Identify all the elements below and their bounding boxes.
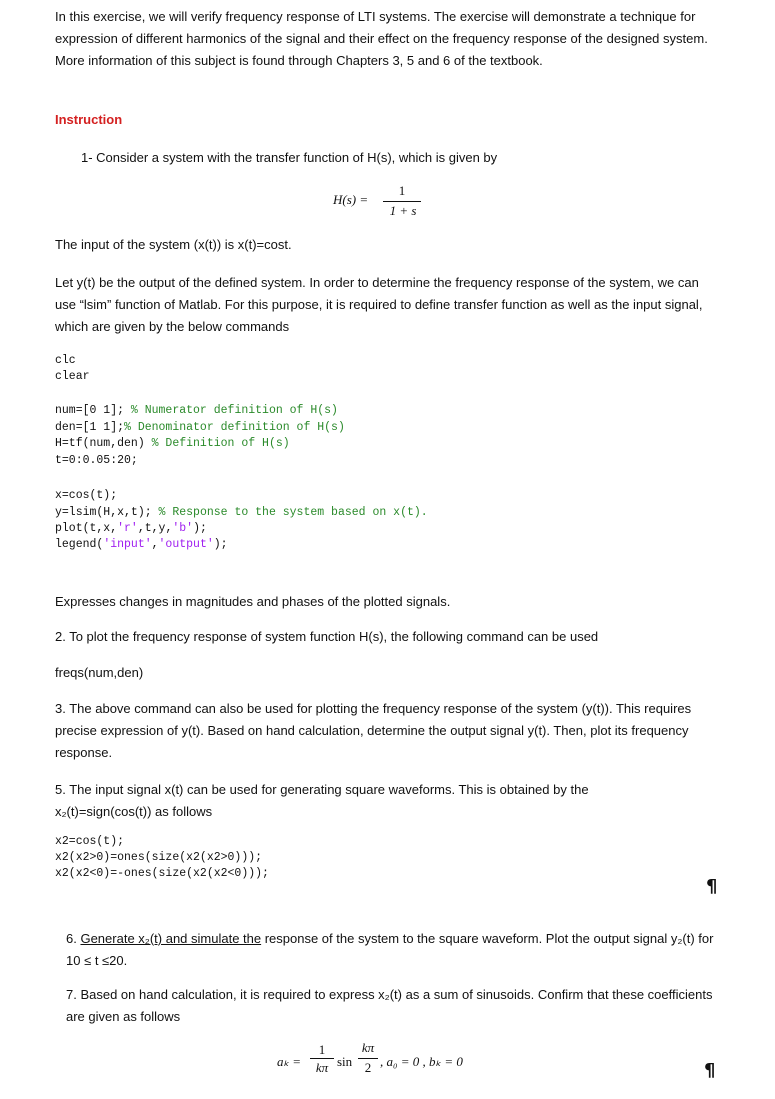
equation-denominator: 1 + s	[389, 203, 417, 218]
equation-lhs: aₖ =	[277, 1054, 302, 1069]
code-string: 'input'	[103, 538, 152, 551]
sine-function: sin	[337, 1054, 353, 1069]
equation-lhs: H(s) =	[333, 192, 369, 207]
code-line: t=0:0.05:20;	[55, 454, 138, 467]
input-description: The input of the system (x(t)) is x(t)=cost.	[55, 237, 292, 252]
code-line	[55, 403, 338, 420]
fraction-bar	[383, 201, 421, 202]
equation-denominator: kπ	[315, 1060, 329, 1075]
step-2: 2. To plot the frequency response of system function H(s), the following command can be used	[55, 629, 599, 644]
code-line	[55, 537, 228, 554]
equation-numerator: 1	[398, 183, 406, 198]
code-text: );	[213, 538, 228, 551]
code-comment: % Numerator definition of H(s)	[130, 404, 338, 417]
fraction-bar	[358, 1058, 378, 1059]
fraction-bar	[310, 1058, 334, 1059]
equation-denominator: 2	[364, 1060, 372, 1075]
code-text: plot(t,x,	[55, 522, 118, 535]
step-6-rest: response of the system to the square waveform. Plot the output signal y₂(t) for 10 ≤ t ≤20.	[66, 931, 714, 968]
step-6-underlined: Generate x₂(t) and simulate the	[80, 931, 262, 946]
step-7: 7. Based on hand calculation, it is required to express x₂(t) as a sum of sinusoids. Confirm that these coefficients are given as follows	[66, 987, 713, 1024]
code-comment: % Denominator definition of H(s)	[124, 421, 345, 434]
step-5-line-2: x₂(t)=sign(cos(t)) as follows	[55, 804, 213, 819]
step-3: 3. The above command can also be used for plotting the frequency response of the system (y(t)). This requires precise expression of y(t). Based on hand calculation, determine the output signal y(t). Then, plot its frequency response.	[55, 701, 692, 760]
code-comment: % Definition of H(s)	[151, 437, 290, 450]
equation-tail: , a₀ = 0 , bₖ = 0	[380, 1054, 463, 1069]
equation-numerator: 1	[318, 1042, 326, 1057]
code-line: x2=cos(t);	[55, 835, 125, 848]
lsim-paragraph: Let y(t) be the output of the defined system. In order to determine the frequency response of the system, we can use “lsim” function of Matlab. For this purpose, it is required to define transfer function as well as the input signal, which are given by the below commands	[55, 275, 703, 334]
code-line: clear	[55, 370, 90, 383]
step-6	[66, 928, 720, 972]
code-string: 'r'	[117, 522, 138, 535]
code-line	[55, 436, 290, 453]
freqs-command: freqs(num,den)	[55, 665, 144, 680]
code-line	[55, 505, 428, 522]
expresses-paragraph: Expresses changes in magnitudes and phases of the plotted signals.	[55, 594, 451, 609]
code-text: den=[1 1];	[55, 421, 125, 434]
code-line: x=cos(t);	[55, 489, 118, 502]
code-line: x2(x2>0)=ones(size(x2(x2>0)));	[55, 851, 263, 864]
code-string: 'b'	[172, 522, 194, 535]
code-text: y=lsim(H,x,t);	[55, 506, 159, 519]
code-line	[55, 521, 207, 538]
code-comment: % Response to the system based on x(t).	[158, 506, 428, 519]
step-5-line-1: 5. The input signal x(t) can be used for generating square waveforms. This is obtained by the	[55, 782, 589, 797]
step-6-prefix: 6.	[66, 931, 81, 946]
intro-paragraph: In this exercise, we will verify frequency response of LTI systems. The exercise will demonstrate a technique for expression of different harmonics of the signal and their effect on the frequency response of the designed system. More information of this subject is found through Chapters 3, 5 and 6 of the textbook.	[55, 9, 708, 68]
step-1: 1- Consider a system with the transfer function of H(s), which is given by	[81, 150, 498, 165]
pilcrow-mark: ¶	[706, 876, 718, 897]
code-text: num=[0 1];	[55, 404, 131, 417]
equation-numerator: kπ	[361, 1040, 375, 1055]
code-text: H=tf(num,den)	[55, 437, 152, 450]
code-text: ,t,y,	[137, 522, 173, 535]
code-line	[55, 420, 345, 437]
instruction-heading: Instruction	[55, 112, 123, 127]
code-line: clc	[55, 354, 76, 367]
code-text: );	[193, 522, 207, 535]
code-string: 'output'	[158, 538, 214, 551]
code-text: ,	[151, 538, 159, 551]
pilcrow-mark: ¶	[704, 1060, 716, 1081]
code-line: x2(x2<0)=-ones(size(x2(x2<0)));	[55, 867, 269, 880]
code-text: legend(	[55, 538, 104, 551]
